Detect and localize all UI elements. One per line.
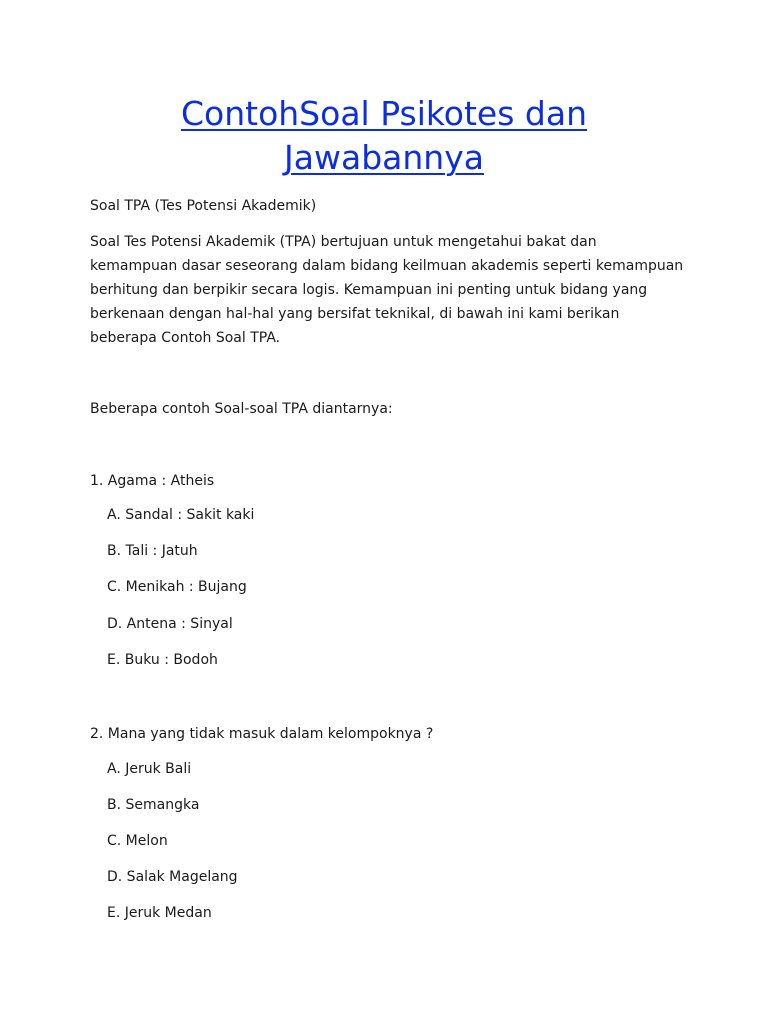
question-1-option-e: E. Buku : Bodoh bbox=[107, 652, 218, 668]
intro-line: berkenaan dengan hal-hal yang bersifat teknikal, di bawah ini kami berikan bbox=[90, 306, 620, 322]
question-2: 2. Mana yang tidak masuk dalam kelompoknya ? bbox=[90, 726, 434, 742]
intro-line: beberapa Contoh Soal TPA. bbox=[90, 330, 281, 346]
intro-paragraph bbox=[90, 230, 690, 350]
subtitle: Soal TPA (Tes Potensi Akademik) bbox=[90, 198, 317, 214]
question-1-option-c: C. Menikah : Bujang bbox=[107, 579, 247, 595]
page-title-line-1[interactable]: ContohSoal Psikotes dan bbox=[180, 94, 588, 133]
page-title-link[interactable] bbox=[60, 92, 708, 180]
question-2-option-e: E. Jeruk Medan bbox=[107, 905, 212, 921]
question-2-option-b: B. Semangka bbox=[107, 797, 200, 813]
intro-line: Soal Tes Potensi Akademik (TPA) bertujuan untuk mengetahui bakat dan bbox=[90, 234, 597, 250]
question-1-option-a: A. Sandal : Sakit kaki bbox=[107, 507, 255, 523]
question-1-option-b: B. Tali : Jatuh bbox=[107, 543, 198, 559]
intro-line: kemampuan dasar seseorang dalam bidang keilmuan akademis seperti kemampuan bbox=[90, 258, 684, 274]
page-title-line-2[interactable]: Jawabannya bbox=[284, 138, 484, 177]
question-2-option-c: C. Melon bbox=[107, 833, 168, 849]
question-1-option-d: D. Antena : Sinyal bbox=[107, 616, 233, 632]
question-2-option-a: A. Jeruk Bali bbox=[107, 761, 192, 777]
lead-in-text: Beberapa contoh Soal-soal TPA diantarnya: bbox=[90, 401, 393, 417]
intro-line: berhitung dan berpikir secara logis. Kemampuan ini penting untuk bidang yang bbox=[90, 282, 648, 298]
question-2-option-d: D. Salak Magelang bbox=[107, 869, 238, 885]
question-1: 1. Agama : Atheis bbox=[90, 473, 215, 489]
